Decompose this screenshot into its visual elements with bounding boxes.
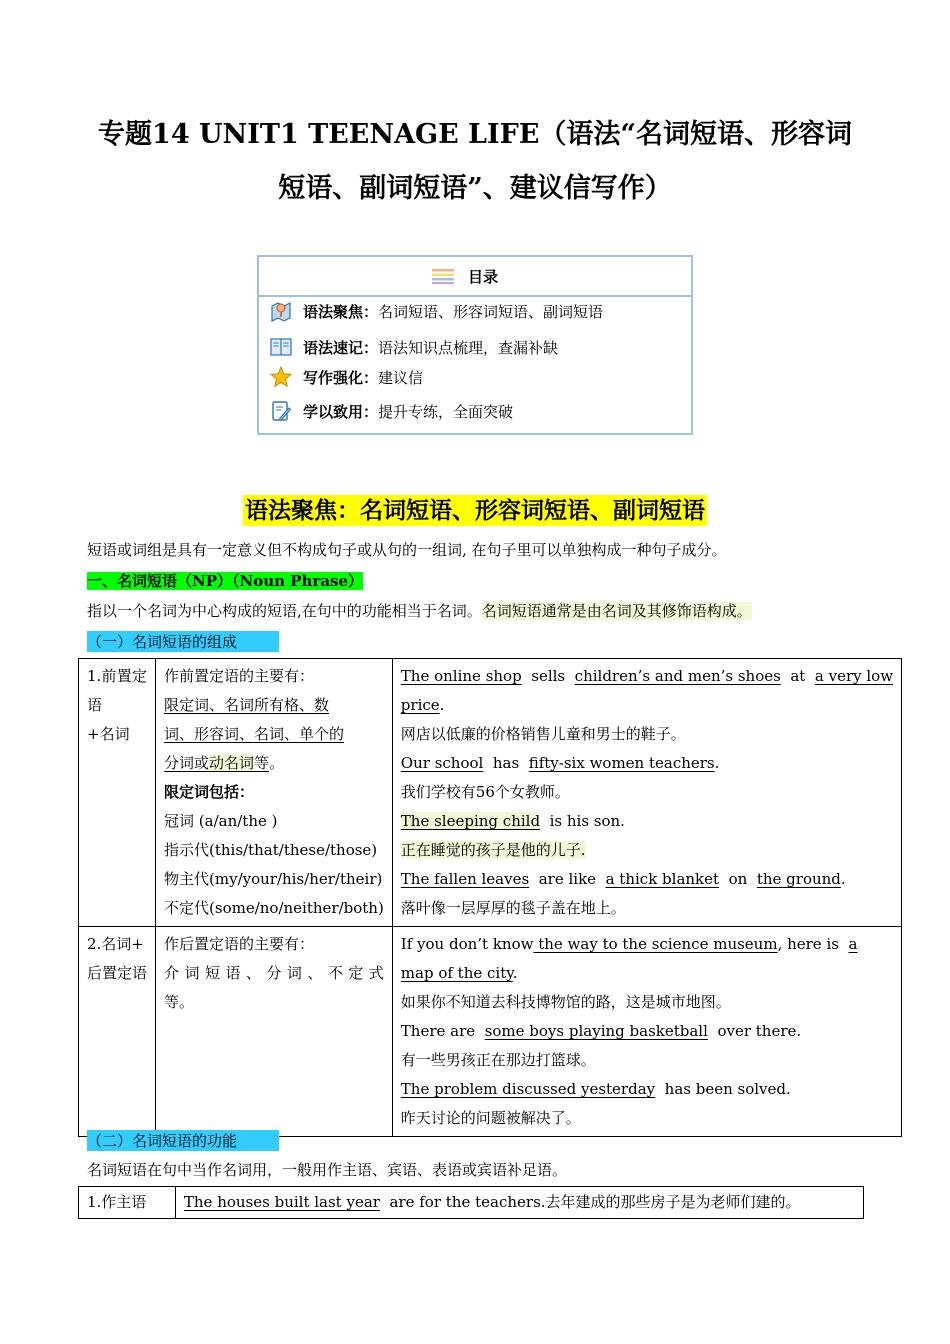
toc-item-text: 语法知识点梳理，查漏补缺 [378,338,559,357]
sub-heading-function: （二）名词短语的功能 [87,1130,279,1151]
sub-heading-composition: （一）名词短语的组成 [87,631,279,652]
toc-item-text: 提升专练，全面突破 [378,402,514,421]
table-row [79,927,902,1137]
toc-item-grammar-notes[interactable] [269,335,558,359]
table-cell: If you don’t know the way to the science museum, here is a map of the city. 如果你不知道去科技博物馆的路，这是城市地图。 There are some boys playing basketball over there. 有一些男孩正在那边打篮球。 The problem discussed yesterday has been solved. 昨天讨论的问题被解决了。 [392,927,901,1137]
table-of-contents [257,255,693,435]
toc-item-text: 建议信 [378,368,424,387]
function-intro: 名词短语在句中当作名词用，一般用作主语、宾语、表语或宾语补足语。 [87,1161,568,1179]
table-cell: 作前置定语的主要有： 限定词、名词所有格、数 词、形容词、名词、单个的 分词或动名词等。 限定词包括： 冠词 (a/an/the ) 指示代(this/that/these/those) 物主代(my/your/his/her/their) 不定代(some/no/neither/both) [156,659,393,927]
intro-paragraph: 短语或词组是具有一定意义但不构成句子或从句的一组词, 在句子里可以单独构成一种句子成分。 [87,541,727,559]
table-row [79,1187,864,1219]
np-composition-table [78,658,902,1137]
toc-item-text: 名词短语、形容词短语、副词短语 [378,302,604,321]
table-cell: The houses built last year are for the teachers.去年建成的那些房子是为老师们建的。 [175,1187,863,1219]
table-cell: 2.名词+ 后置定语 [79,927,156,1137]
toc-item-label: 写作强化： [303,368,379,387]
title-line-2: 短语、副词短语”、建议信写作） [278,173,672,204]
toc-item-label: 语法速记： [303,338,379,357]
toc-item-label: 语法聚焦： [303,302,379,321]
toc-item-grammar-focus[interactable] [269,299,603,323]
np-heading: 一、名词短语（NP）（Noun Phrase） [87,572,364,590]
list-icon [432,268,454,284]
document-title [80,108,870,216]
map-pin-icon [269,299,293,323]
np-function-table [78,1186,864,1219]
star-icon [269,365,293,389]
toc-item-practice[interactable] [269,399,513,423]
table-cell: The online shop sells children’s and men’s shoes at a very low price. 网店以低廉的价格销售儿童和男士的鞋子。 Our school has fifty-six women teachers. 我们学校有56个女教师。 The sleeping child is his son. 正在睡觉的孩子是他的儿子. The fallen leaves are like a thick blanket on the ground. 落叶像一层厚厚的毯子盖在地上。 [392,659,901,927]
edit-icon [269,399,293,423]
np-definition: 指以一个名词为中心构成的短语,在句中的功能相当于名词。名词短语通常是由名词及其修饰语构成。 [87,602,752,620]
toc-item-writing[interactable] [269,365,423,389]
toc-header [259,257,691,297]
toc-item-label: 学以致用： [303,402,379,421]
section-title: 语法聚焦：名词短语、形容词短语、副词短语 [245,497,705,524]
toc-heading: 目录 [467,267,498,286]
table-row [79,659,902,927]
table-cell: 1.作主语 [79,1187,176,1219]
title-line-1: 专题14 UNIT1 TEENAGE LIFE（语法“名词短语、形容词 [98,119,852,150]
table-cell: 作后置定语的主要有： 介词短语、分词、不定式 等。 [156,927,393,1137]
table-cell: 1.前置定语 +名词 [79,659,156,927]
book-icon [269,335,293,359]
